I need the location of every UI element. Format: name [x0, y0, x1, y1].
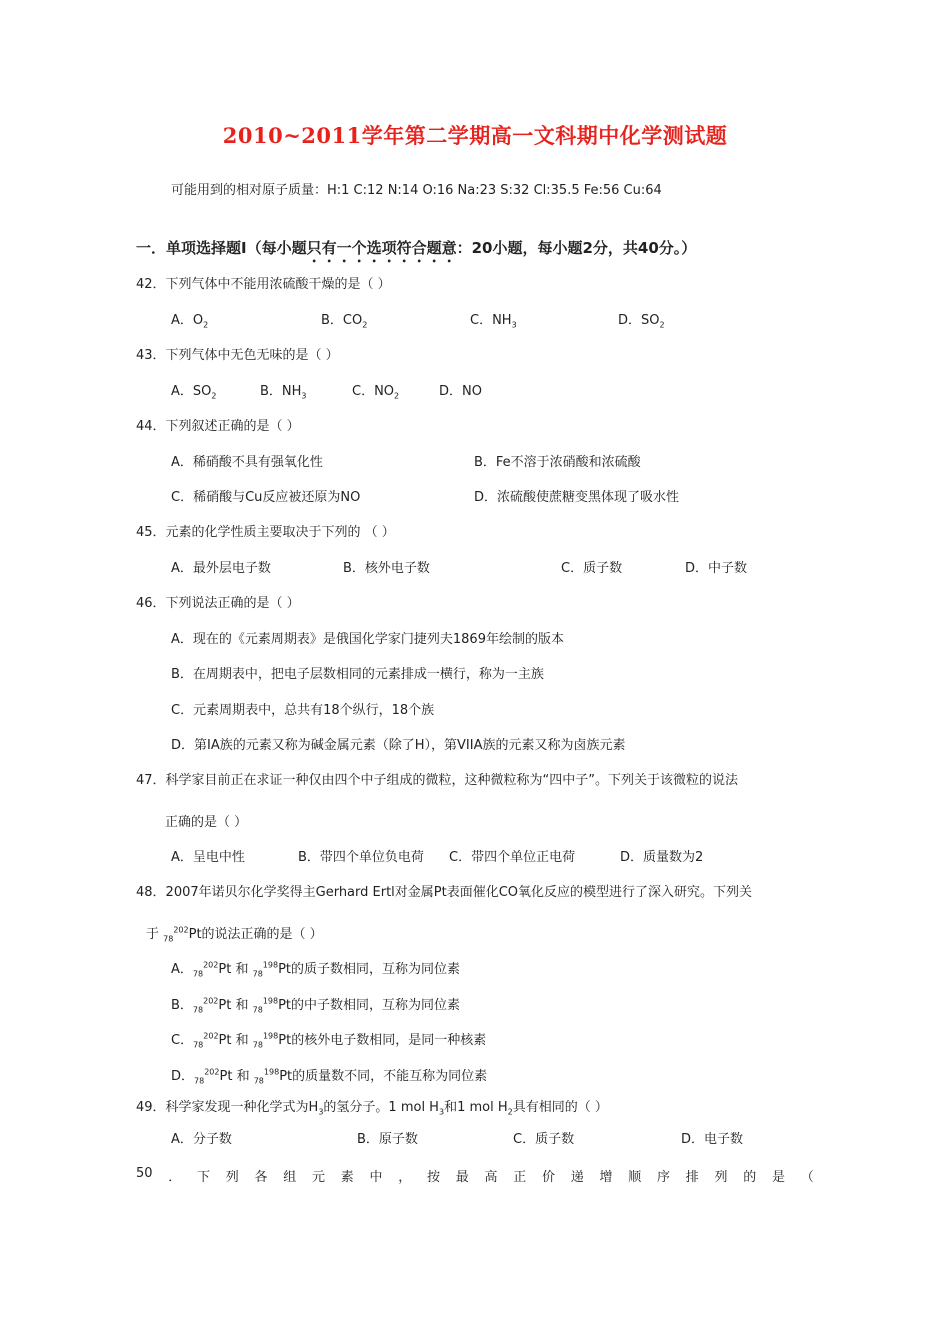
q49-stem-a: 49．科学家发现一种化学式为H — [136, 1100, 319, 1115]
atomic-masses: 可能用到的相对原子质量：H:1 C:12 N:14 O:16 Na:23 S:32 Cl:35.5 Fe:56 Cu:64 — [171, 183, 662, 198]
q48-b-z1: 78 — [192, 1005, 204, 1015]
q48-b-z2: 78 — [252, 1005, 263, 1015]
q47-option-a[interactable]: A．呈电中性 — [171, 850, 245, 865]
q50-char: 排 — [685, 1170, 699, 1185]
q50-char: 增 — [599, 1170, 613, 1185]
q43-option-a[interactable] — [171, 384, 216, 400]
q48-d-prefix: D． — [171, 1069, 195, 1084]
q49-stem-b: 的氢分子。1 mol H — [323, 1100, 439, 1115]
q46-option-b[interactable]: B．在周期表中，把电子层数相同的元素排成一横行，称为一主族 — [171, 667, 544, 682]
q44-option-b[interactable]: B．Fe不溶于浓硝酸和浓硫酸 — [474, 455, 641, 470]
q45-stem: 45．元素的化学性质主要取决于下列的 （ ） — [136, 525, 395, 540]
q46-option-d[interactable]: D．第IA族的元素又称为碱金属元素（除了H），第VIIA族的元素又称为卤族元素 — [171, 738, 626, 753]
q50-char: 最 — [455, 1170, 469, 1185]
q47-option-b[interactable]: B．带四个单位负电荷 — [298, 850, 424, 865]
q47-option-c[interactable]: C．带四个单位正电荷 — [449, 850, 576, 865]
q46-option-c[interactable]: C．元素周期表中，总共有18个纵行，18个族 — [171, 703, 435, 718]
section-heading-post: ：20小题，每小题2分，共40分。） — [456, 239, 697, 257]
q48-pt: Pt — [188, 927, 202, 942]
q48-d-z2: 78 — [253, 1076, 264, 1086]
q48-c-m1: 202 — [203, 1031, 219, 1041]
q49-sub-3b: 3 — [438, 1107, 445, 1117]
q48-b-text: 的中子数相同，互称为同位素 — [291, 998, 461, 1013]
q50-char: 的 — [743, 1170, 757, 1185]
q50-char: 序 — [657, 1170, 671, 1185]
q48-b-pt2: Pt — [278, 998, 292, 1013]
q48-d-pt1: Pt — [219, 1069, 233, 1084]
q49-stem-d: 具有相同的（ ） — [512, 1100, 608, 1115]
q42-option-a-label: A．O — [171, 313, 204, 328]
section-heading-emphasis: 只有一个选项符合题意 — [306, 239, 457, 257]
q48-a-and: 和 — [235, 962, 249, 977]
q48-d-m1: 202 — [204, 1067, 220, 1077]
q50-char: 列 — [225, 1170, 239, 1185]
q48-option-a[interactable] — [171, 962, 460, 978]
q48-b-m2: 198 — [262, 996, 279, 1006]
q50-stem — [136, 1166, 814, 1185]
q48-a-prefix: A． — [171, 962, 193, 977]
section-heading-pre: 一．单项选择题Ⅰ（每小题 — [136, 239, 307, 257]
q50-char: 高 — [484, 1170, 498, 1185]
q46-option-a[interactable]: A．现在的《元素周期表》是俄国化学家门捷列夫1869年绘制的版本 — [171, 632, 564, 647]
q42-option-d-label: D．SO — [618, 313, 660, 328]
q42-option-c[interactable] — [470, 313, 517, 329]
q43-option-c[interactable] — [352, 384, 399, 400]
q44-option-c[interactable]: C．稀硝酸与Cu反应被还原为NO — [171, 490, 361, 505]
q48-c-pt2: Pt — [278, 1033, 292, 1048]
q43-option-b-sub: 3 — [301, 391, 307, 401]
q48-b-prefix: B． — [171, 998, 193, 1013]
q50-char: 列 — [714, 1170, 728, 1185]
q48-stem-continued — [146, 927, 323, 943]
page-title: 2010~2011学年第二学期高一文科期中化学测试题 — [222, 123, 728, 148]
q48-stem2-post: 的说法正确的是（ ） — [201, 927, 323, 942]
q48-stem: 48．2007年诺贝尔化学奖得主Gerhard Ertl对金属Pt表面催化CO氧化反应的模型进行了深入研究。下列关 — [136, 885, 753, 900]
q49-stem — [136, 1100, 608, 1116]
q45-option-c[interactable]: C．质子数 — [561, 561, 623, 576]
q48-b-m1: 202 — [203, 996, 219, 1006]
q43-option-a-sub: 2 — [211, 391, 217, 401]
q43-option-c-sub: 2 — [394, 391, 400, 401]
q48-d-z1: 78 — [194, 1076, 205, 1086]
q50-char: 价 — [542, 1170, 556, 1185]
q42-stem: 42．下列气体中不能用浓硫酸干燥的是（ ） — [136, 277, 391, 292]
q49-sub-3a: 3 — [318, 1107, 324, 1117]
q50-char: 下 — [197, 1170, 211, 1185]
q48-mass-202: 202 — [173, 925, 189, 935]
q44-option-d[interactable]: D．浓硫酸使蔗糖变黑体现了吸水性 — [474, 490, 680, 505]
q43-stem: 43．下列气体中无色无味的是（ ） — [136, 348, 339, 363]
q42-option-a[interactable] — [171, 313, 208, 329]
q50-char: 素 — [340, 1170, 354, 1185]
q48-a-pt2: Pt — [278, 962, 292, 977]
q48-d-pt2: Pt — [279, 1069, 293, 1084]
q50-char: ， — [398, 1170, 412, 1185]
q42-option-b[interactable] — [321, 313, 367, 329]
q49-option-b[interactable]: B．原子数 — [357, 1132, 418, 1147]
q48-c-m2: 198 — [262, 1031, 279, 1041]
q47-stem: 47．科学家目前正在求证一种仅由四个中子组成的微粒，这种微粒称为“四中子”。下列关于该微粒的说法 — [136, 773, 739, 788]
q42-option-c-label: C．NH — [470, 313, 512, 328]
q45-option-a[interactable]: A．最外层电子数 — [171, 561, 271, 576]
q43-option-d[interactable]: D．NO — [439, 384, 482, 399]
q44-option-a[interactable]: A．稀硝酸不具有强氧化性 — [171, 455, 323, 470]
q49-sub-2: 2 — [507, 1107, 513, 1117]
q48-d-m2: 198 — [263, 1067, 280, 1077]
q50-char: 50 — [136, 1166, 153, 1181]
q42-option-d[interactable] — [618, 313, 665, 329]
q48-atomic-number: 78 — [163, 934, 174, 944]
q47-stem-continued: 正确的是（ ） — [165, 815, 248, 830]
q48-b-pt1: Pt — [218, 998, 232, 1013]
q50-char: 递 — [570, 1170, 584, 1185]
q48-option-d[interactable] — [171, 1069, 487, 1085]
q42-option-a-sub: 2 — [203, 320, 209, 330]
q48-c-z2: 78 — [252, 1040, 263, 1050]
q49-option-d[interactable]: D．电子数 — [681, 1132, 744, 1147]
q48-a-z1: 78 — [192, 969, 204, 979]
q48-d-text: 的质量数不同，不能互称为同位素 — [292, 1069, 488, 1084]
q50-char: 元 — [312, 1170, 326, 1185]
q45-option-b[interactable]: B．核外电子数 — [343, 561, 430, 576]
q50-char: 正 — [513, 1170, 527, 1185]
q48-c-prefix: C． — [171, 1033, 194, 1048]
q48-option-b[interactable] — [171, 998, 460, 1014]
q49-stem-c: 和1 mol H — [444, 1100, 508, 1115]
q42-option-b-label: B．CO — [321, 313, 363, 328]
q50-char: 中 — [369, 1170, 383, 1185]
q44-stem: 44．下列叙述正确的是（ ） — [136, 419, 300, 434]
q50-char: 组 — [283, 1170, 297, 1185]
q42-option-b-sub: 2 — [362, 320, 368, 330]
q48-a-pt1: Pt — [218, 962, 232, 977]
q48-c-and: 和 — [235, 1033, 249, 1048]
q49-option-c[interactable]: C．质子数 — [513, 1132, 575, 1147]
q48-stem2-pre: 于 — [146, 927, 164, 942]
q50-char: 各 — [254, 1170, 268, 1185]
q50-char: 顺 — [628, 1170, 642, 1185]
q47-option-d[interactable]: D．质量数为2 — [620, 850, 704, 865]
q50-char: ． — [168, 1170, 182, 1185]
q43-option-b-label: B．NH — [260, 384, 302, 399]
q48-c-pt1: Pt — [218, 1033, 232, 1048]
q45-option-d[interactable]: D．中子数 — [685, 561, 748, 576]
q48-option-c[interactable] — [171, 1033, 486, 1049]
q48-a-z2: 78 — [252, 969, 263, 979]
section-heading — [136, 239, 696, 266]
q43-option-c-label: C．NO — [352, 384, 395, 399]
q42-option-c-sub: 3 — [511, 320, 517, 330]
q48-c-z1: 78 — [193, 1040, 204, 1050]
q43-option-a-label: A．SO — [171, 384, 212, 399]
q50-char: 是 — [772, 1170, 786, 1185]
q48-d-and: 和 — [236, 1069, 250, 1084]
q50-char: （ — [800, 1170, 814, 1185]
q43-option-b[interactable] — [260, 384, 307, 400]
q46-stem: 46．下列说法正确的是（ ） — [136, 596, 300, 611]
q42-option-d-sub: 2 — [659, 320, 665, 330]
q48-a-m1: 202 — [203, 960, 219, 970]
q48-a-m2: 198 — [262, 960, 279, 970]
q48-a-text: 的质子数相同，互称为同位素 — [291, 962, 461, 977]
q49-option-a[interactable]: A．分子数 — [171, 1132, 232, 1147]
q48-c-text: 的核外电子数相同，是同一种核素 — [291, 1033, 487, 1048]
q50-char: 按 — [427, 1170, 441, 1185]
q48-b-and: 和 — [235, 998, 249, 1013]
